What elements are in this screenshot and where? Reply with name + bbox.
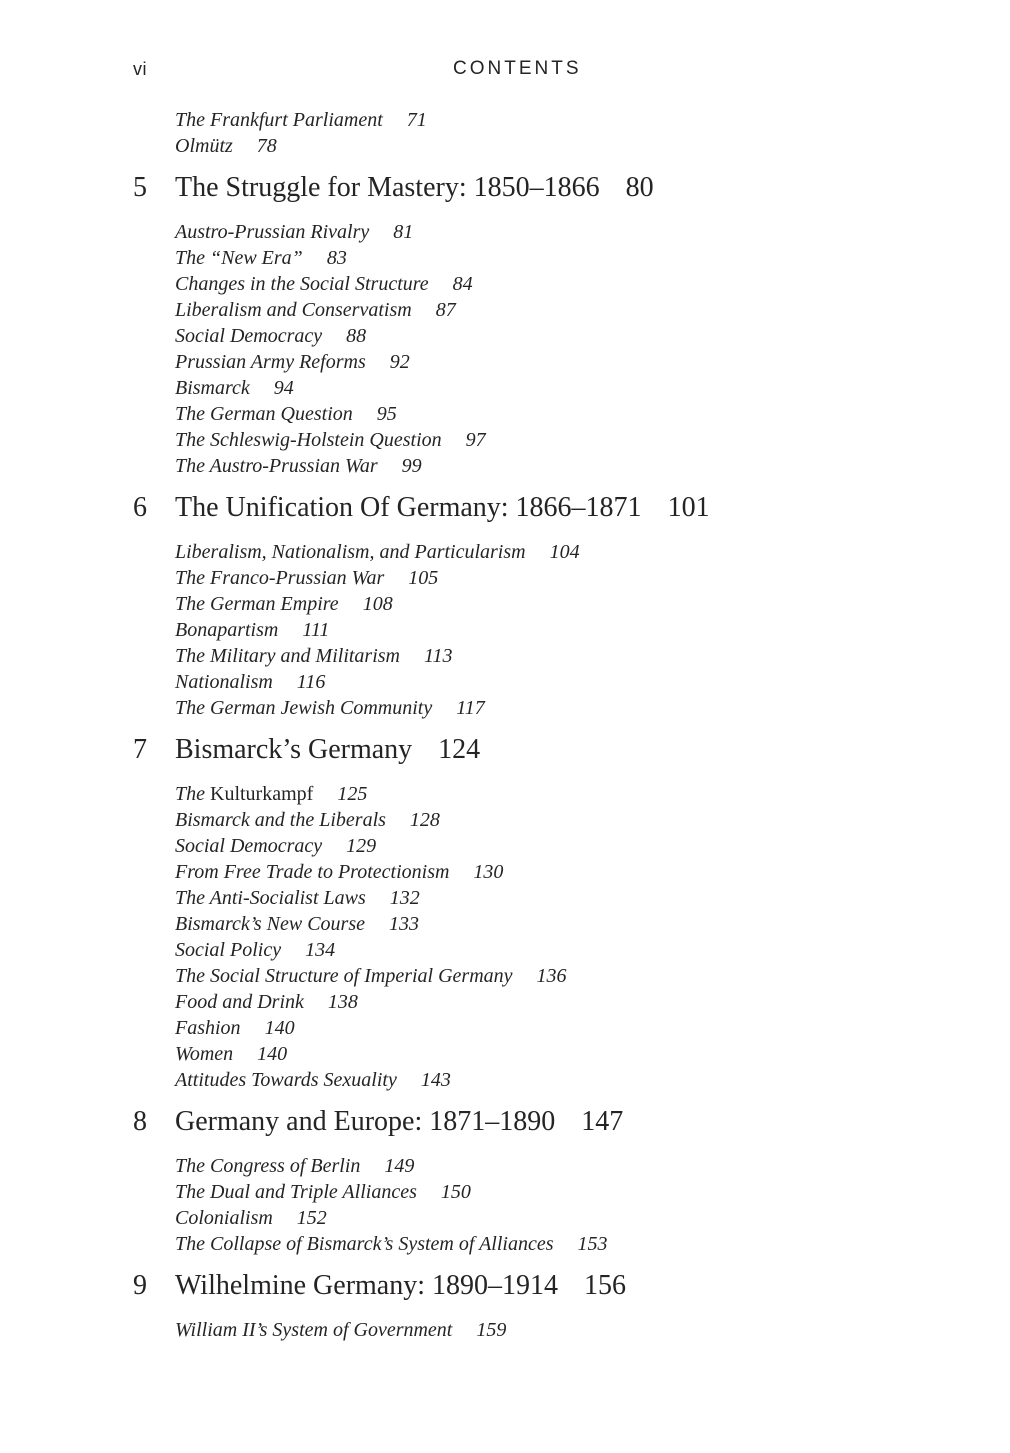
section-entry [175, 539, 953, 565]
section-entry [175, 859, 953, 885]
section-page-number: 117 [456, 697, 485, 719]
section-entry [175, 1041, 953, 1067]
chapter-block [133, 1105, 953, 1257]
section-entry [175, 427, 953, 453]
section-list [175, 1317, 953, 1343]
section-title: Liberalism and Conservatism [175, 299, 412, 321]
section-title: Social Policy [175, 939, 282, 961]
section-entry [175, 695, 953, 721]
section-title: Fashion [175, 1017, 241, 1039]
section-page-number: 111 [302, 619, 330, 641]
carryover-section-list [175, 107, 953, 159]
section-entry [175, 937, 953, 963]
section-page-number: 143 [420, 1069, 451, 1091]
section-title: Colonialism [175, 1207, 273, 1229]
section-page-number: 71 [406, 109, 427, 131]
section-page-number: 108 [362, 593, 393, 615]
section-page-number: 133 [389, 913, 419, 935]
chapter-list [133, 171, 953, 1343]
section-title: The Collapse of Bismarck’s System of Alliances [175, 1233, 554, 1255]
section-page-number: 132 [389, 887, 420, 909]
section-title: Food and Drink [175, 991, 304, 1013]
chapter-page-number: 80 [625, 172, 654, 203]
section-title: From Free Trade to Protectionism [175, 861, 450, 883]
chapter-heading [133, 1105, 953, 1139]
section-title: Bismarck’s New Course [175, 913, 365, 935]
section-entry [175, 565, 953, 591]
chapter-number: 9 [133, 1270, 147, 1301]
section-title: The Schleswig-Holstein Question [175, 429, 442, 451]
section-page-number: 140 [257, 1043, 288, 1065]
page-folio: vi [133, 59, 147, 79]
section-entry [175, 643, 953, 669]
chapter-number: 5 [133, 172, 147, 203]
chapter-block [133, 1269, 953, 1343]
section-entry [175, 833, 953, 859]
section-list [175, 1153, 953, 1257]
section-page-number: 94 [273, 377, 294, 399]
section-title: Olmütz [175, 135, 233, 157]
section-title: The German Jewish Community [175, 697, 433, 719]
section-entry [175, 1179, 953, 1205]
section-title: Nationalism [175, 671, 273, 693]
section-title: Women [175, 1043, 234, 1065]
section-title: Changes in the Social Structure [175, 273, 429, 295]
section-entry [175, 781, 953, 807]
chapter-page-number: 101 [667, 492, 710, 523]
contents-running-head: CONTENTS [453, 58, 582, 79]
section-entry [175, 617, 953, 643]
section-title: Attitudes Towards Sexuality [175, 1069, 397, 1091]
chapter-title: Germany and Europe: 1871–1890 [175, 1106, 556, 1137]
section-title: The Austro-Prussian War [175, 455, 378, 477]
section-page-number: 130 [473, 861, 504, 883]
section-page-number: 129 [346, 835, 377, 857]
section-page-number: 116 [296, 671, 326, 693]
section-page-number: 97 [465, 429, 486, 451]
chapter-title: The Struggle for Mastery: 1850–1866 [175, 172, 600, 203]
section-title: The Military and Militarism [175, 645, 400, 667]
table-of-contents [133, 107, 953, 1343]
section-title-roman: Kulturkampf [210, 783, 314, 805]
section-entry [175, 219, 953, 245]
section-title: The Dual and Triple Alliances [175, 1181, 417, 1203]
section-page-number: 99 [401, 455, 422, 477]
section-title: William II’s System of Government [175, 1319, 453, 1341]
section-entry [175, 349, 953, 375]
section-page-number: 81 [393, 221, 414, 243]
section-page-number: 113 [424, 645, 453, 667]
section-title: Bismarck and the Liberals [175, 809, 386, 831]
section-page-number: 128 [409, 809, 440, 831]
section-entry [175, 401, 953, 427]
section-entry [175, 453, 953, 479]
section-title: Social Democracy [175, 325, 323, 347]
section-entry [175, 989, 953, 1015]
section-page-number: 152 [296, 1207, 327, 1229]
section-entry [175, 107, 953, 133]
section-entry [175, 1231, 953, 1257]
section-title: The German Question [175, 403, 353, 425]
chapter-page-number: 124 [438, 734, 481, 765]
section-entry [175, 1317, 953, 1343]
section-entry [175, 1067, 953, 1093]
section-list [175, 781, 953, 1093]
section-page-number: 138 [327, 991, 358, 1013]
section-page-number: 140 [264, 1017, 295, 1039]
chapter-heading [133, 171, 953, 205]
section-title: The Kulturkampf [175, 783, 314, 805]
section-title: Bismarck [175, 377, 250, 399]
section-entry [175, 963, 953, 989]
section-title: The Frankfurt Parliament [175, 109, 383, 131]
section-page-number: 159 [476, 1319, 507, 1341]
section-list [175, 219, 953, 479]
chapter-number: 6 [133, 492, 147, 523]
section-page-number: 92 [389, 351, 410, 373]
section-title: Social Democracy [175, 835, 323, 857]
chapter-block [133, 171, 953, 479]
section-page-number: 84 [452, 273, 473, 295]
section-entry [175, 1205, 953, 1231]
section-page-number: 153 [577, 1233, 608, 1255]
chapter-page-number: 156 [584, 1270, 627, 1301]
section-title: The Franco-Prussian War [175, 567, 385, 589]
chapter-block [133, 491, 953, 721]
chapter-page-number: 147 [581, 1106, 624, 1137]
section-page-number: 83 [326, 247, 347, 269]
section-title: The Congress of Berlin [175, 1155, 361, 1177]
section-page-number: 134 [305, 939, 336, 961]
section-page-number: 95 [376, 403, 397, 425]
section-page-number: 88 [346, 325, 367, 347]
section-title: Prussian Army Reforms [175, 351, 366, 373]
section-entry [175, 669, 953, 695]
section-title: The Anti-Socialist Laws [175, 887, 366, 909]
section-entry [175, 1153, 953, 1179]
section-entry [175, 591, 953, 617]
section-page-number: 125 [337, 783, 368, 805]
chapter-title: The Unification Of Germany: 1866–1871 [175, 492, 642, 523]
section-page-number: 136 [536, 965, 567, 987]
section-title: Austro-Prussian Rivalry [175, 221, 370, 243]
section-page-number: 87 [435, 299, 456, 321]
section-entry [175, 245, 953, 271]
section-entry [175, 1015, 953, 1041]
section-title: The “New Era” [175, 247, 303, 269]
section-entry [175, 133, 953, 159]
section-page-number: 150 [440, 1181, 471, 1203]
chapter-block [133, 733, 953, 1093]
chapter-heading [133, 733, 953, 767]
chapter-title: Wilhelmine Germany: 1890–1914 [175, 1270, 559, 1301]
section-page-number: 149 [384, 1155, 415, 1177]
chapter-title: Bismarck’s Germany [175, 734, 413, 765]
chapter-number: 8 [133, 1106, 147, 1137]
section-entry [175, 885, 953, 911]
section-page-number: 105 [408, 567, 439, 589]
section-entry [175, 807, 953, 833]
section-entry [175, 323, 953, 349]
chapter-heading [133, 1269, 953, 1303]
chapter-heading [133, 491, 953, 525]
section-entry [175, 297, 953, 323]
section-entry [175, 271, 953, 297]
section-title: Bonapartism [175, 619, 279, 641]
section-entry [175, 911, 953, 937]
chapter-number: 7 [133, 734, 147, 765]
section-page-number: 78 [256, 135, 277, 157]
section-title: The Social Structure of Imperial Germany [175, 965, 513, 987]
section-page-number: 104 [549, 541, 580, 563]
section-title: Liberalism, Nationalism, and Particularism [175, 541, 526, 563]
section-list [175, 539, 953, 721]
section-title: The German Empire [175, 593, 339, 615]
section-entry [175, 375, 953, 401]
